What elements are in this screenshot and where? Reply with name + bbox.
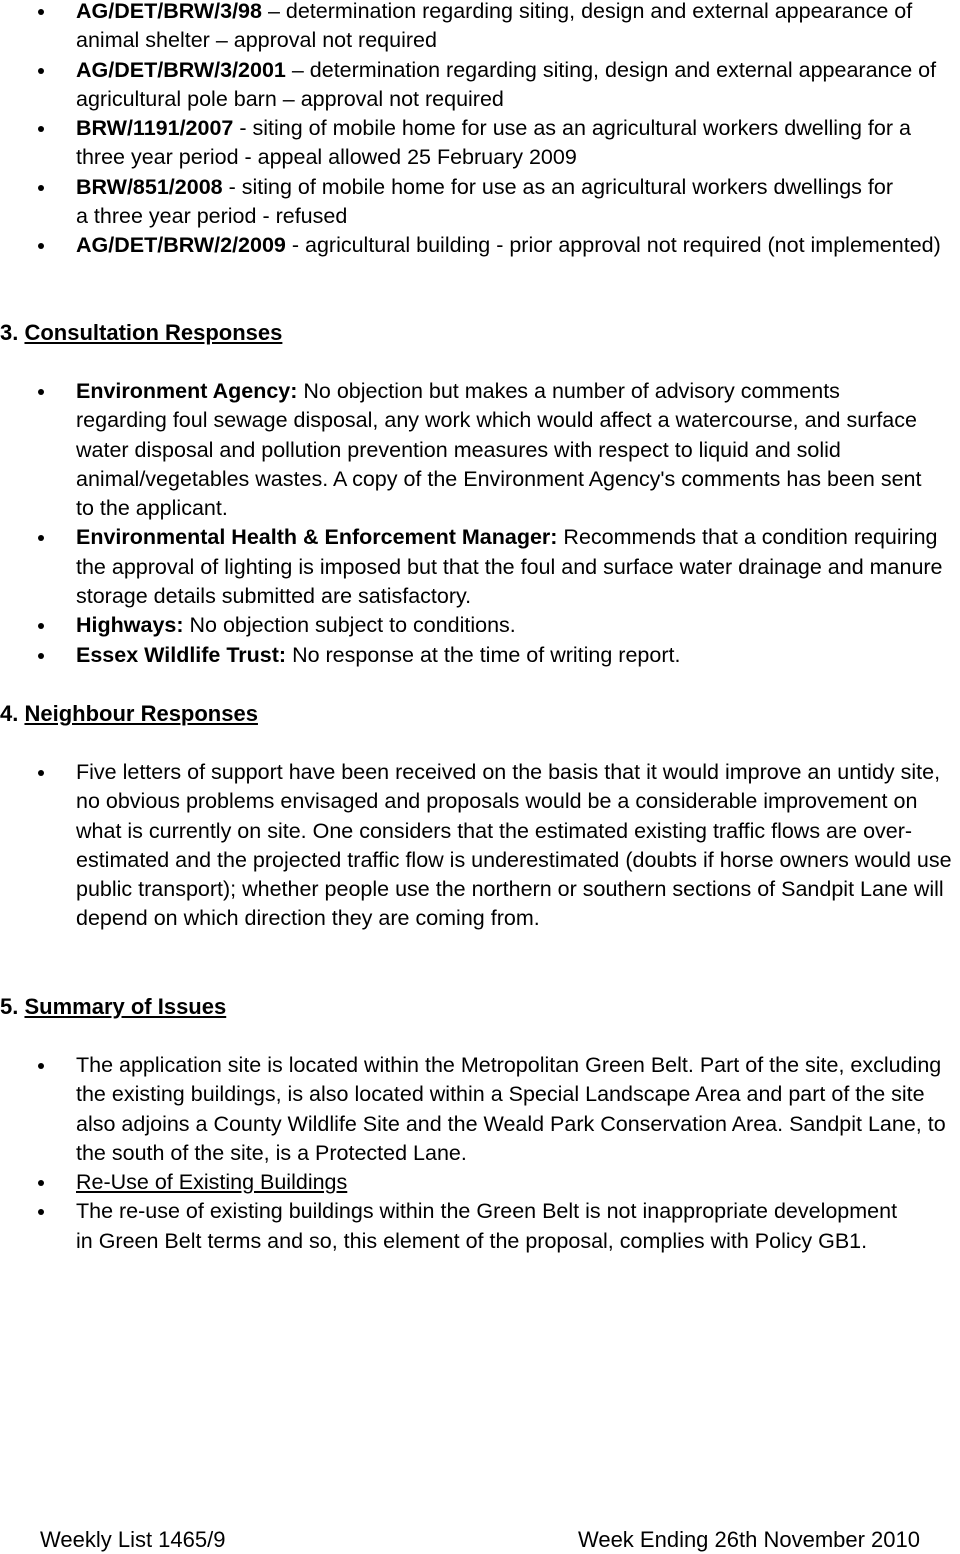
summary-list <box>0 1051 960 1256</box>
neighbour-list <box>0 758 960 934</box>
list-item: Environment Agency: No objection but makes a number of advisory comments regarding foul sewage disposal, any work which would affect a watercourse, and surface water disposal and pollution prevention measures with respect to liquid and solid animal/vegetables wastes. A copy of the Environment Agency's comments has been sent to the applicant. <box>0 377 960 523</box>
neighbour-heading: 4. Neighbour Responses <box>0 701 258 726</box>
list-item: AG/DET/BRW/3/2001 – determination regarding siting, design and external appearance of agricultural pole barn – approval not required <box>0 56 960 115</box>
planning-history-list <box>0 0 960 261</box>
summary-heading: 5. Summary of Issues <box>0 994 227 1019</box>
list-item: BRW/1191/2007 - siting of mobile home for use as an agricultural workers dwelling for a three year period - appeal allowed 25 February 2009 <box>0 114 960 173</box>
list-item: AG/DET/BRW/3/98 – determination regarding siting, design and external appearance of animal shelter – approval not required <box>0 0 960 56</box>
list-item: The re-use of existing buildings within the Green Belt is not inappropriate development in Green Belt terms and so, this element of the proposal, complies with Policy GB1. <box>0 1197 960 1256</box>
list-item: Essex Wildlife Trust: No response at the time of writing report. <box>0 641 960 670</box>
list-item: Five letters of support have been received on the basis that it would improve an untidy site, no obvious problems envisaged and proposals would be a considerable improvement on what is currently on site. One considers that the estimated existing traffic flows are over-estimated and the projected traffic flow is underestimated (doubts if horse owners would use public transport); whether people use the northern or southern sections of Sandpit Lane will depend on which direction they are coming from. <box>0 758 960 934</box>
list-item: Highways: No objection subject to conditions. <box>0 611 960 640</box>
consultation-list <box>0 377 960 670</box>
list-item: The application site is located within the Metropolitan Green Belt. Part of the site, excluding the existing buildings, is also located within a Special Landscape Area and part of the site also adjoins a County Wildlife Site and the Weald Park Conservation Area. Sandpit Lane, to the south of the site, is a Protected Lane. <box>0 1051 960 1168</box>
consultation-heading: 3. Consultation Responses <box>0 320 283 345</box>
list-item: Re-Use of Existing Buildings <box>0 1168 960 1197</box>
list-item: Environmental Health & Enforcement Manager: Recommends that a condition requiring the approval of lighting is imposed but that the foul and surface water drainage and manure storage details submitted are satisfactory. <box>0 523 960 611</box>
footer-left: Weekly List 1465/9 <box>40 1527 226 1552</box>
footer-right: Week Ending 26th November 2010 <box>577 1527 920 1552</box>
list-item: AG/DET/BRW/2/2009 - agricultural building - prior approval not required (not implemented) <box>0 231 960 260</box>
list-item: BRW/851/2008 - siting of mobile home for use as an agricultural workers dwellings for a three year period - refused <box>0 173 960 232</box>
